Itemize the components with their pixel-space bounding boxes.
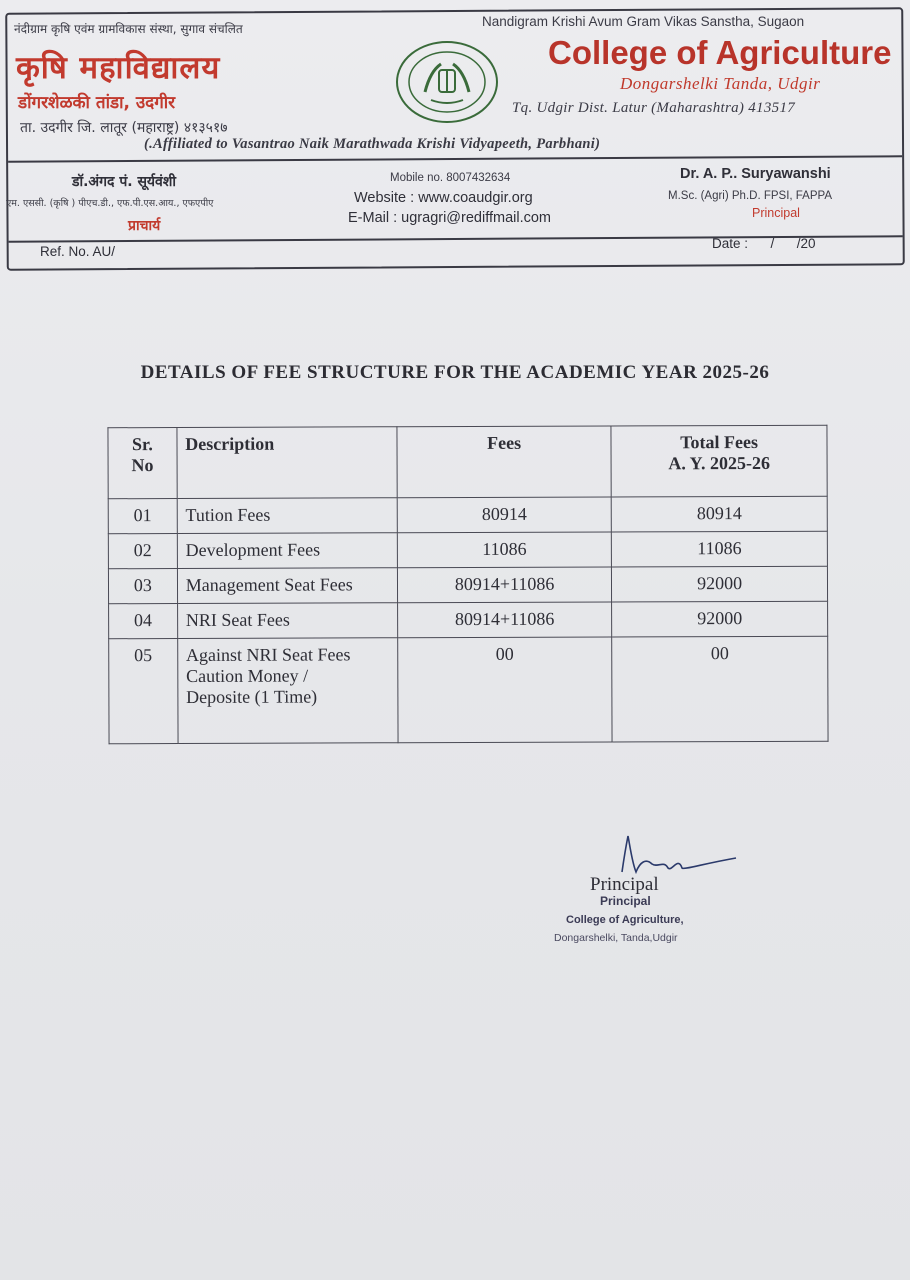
table-row	[108, 496, 827, 534]
row-fees: 11086	[397, 532, 611, 568]
row-description: Tution Fees	[177, 498, 397, 534]
row-sr: 02	[108, 534, 177, 569]
email-link[interactable]: E-Mail : ugragri@rediffmail.com	[348, 210, 552, 226]
principal-marathi-name: डॉ.अंगद पं. सूर्यवंशी	[72, 174, 176, 190]
row-fees: 80914+11086	[398, 602, 612, 638]
stamp-line-2: College of Agriculture,	[566, 914, 684, 926]
row-sr: 01	[108, 499, 177, 534]
marathi-address: ता. उदगीर जि. लातूर (महाराष्ट्र) ४१३५१७	[20, 120, 228, 136]
table-row	[109, 636, 828, 744]
reference-number: Ref. No. AU/	[40, 244, 116, 259]
row-description: NRI Seat Fees	[177, 603, 397, 639]
table-header-row	[108, 425, 827, 499]
signature-typed-principal: Principal	[590, 874, 659, 895]
fee-structure-table	[107, 425, 828, 745]
header-sr-line2: No	[131, 455, 154, 476]
principal-title: Principal	[752, 206, 800, 220]
mobile-number: Mobile no. 8007432634	[390, 172, 511, 184]
principal-marathi-title: प्राचार्य	[128, 218, 161, 234]
row-fees: 00	[398, 637, 613, 743]
row-total: 80914	[611, 496, 827, 532]
principal-quals: M.Sc. (Agri) Ph.D. FPSI, FAPPA	[668, 190, 833, 202]
row-total: 92000	[612, 566, 828, 602]
english-address: Tq. Udgir Dist. Latur (Maharashtra) 413517	[512, 100, 796, 116]
college-seal-logo	[395, 40, 499, 124]
row-description-line: Deposite (1 Time)	[186, 686, 318, 707]
row-description: Development Fees	[177, 533, 397, 569]
english-college-name: College of Agriculture	[548, 34, 892, 71]
row-fees: 80914+11086	[397, 567, 611, 603]
principal-marathi-quals: एम. एससी. (कृषि ) पीएच.डी., एफ.पी.एस.आय., एफएपीए	[6, 198, 214, 209]
page-title: DETAILS OF FEE STRUCTURE FOR THE ACADEMIC YEAR 2025-26	[140, 362, 770, 383]
row-total: 92000	[612, 601, 828, 637]
table-row	[108, 566, 827, 604]
letterhead-divider-1	[8, 155, 902, 162]
marathi-society-line: नंदीग्राम कृषि एवंम ग्रामविकास संस्था, सुगाव संचलित	[14, 22, 243, 36]
header-total-line2: A. Y. 2025-26	[668, 452, 771, 474]
table-row	[109, 601, 828, 639]
website-link[interactable]: Website : www.coaudgir.org	[354, 190, 533, 206]
row-total: 11086	[611, 531, 827, 567]
row-sr: 04	[109, 604, 178, 639]
row-description-line: Against NRI Seat Fees	[185, 644, 351, 665]
marathi-college-name: कृषि महाविद्यालय	[16, 50, 221, 86]
stamp-line-3: Dongarshelki, Tanda,Udgir	[554, 932, 678, 944]
row-description	[177, 638, 398, 744]
row-total: 00	[612, 636, 828, 742]
principal-name: Dr. A. P.. Suryawanshi	[680, 166, 831, 182]
date-field: Date : / /20	[712, 236, 816, 251]
header-sr-no	[108, 428, 177, 499]
header-fees: Fees	[397, 426, 611, 498]
marathi-location: डोंगरशेळकी तांडा, उदगीर	[18, 93, 176, 113]
header-total-line1: Total Fees	[680, 431, 759, 453]
header-description: Description	[177, 427, 397, 499]
row-description-line: Caution Money /	[186, 665, 309, 686]
english-location: Dongarshelki Tanda, Udgir	[620, 74, 821, 93]
row-fees: 80914	[397, 497, 611, 533]
english-society-line: Nandigram Krishi Avum Gram Vikas Sanstha, Sugaon	[482, 14, 805, 29]
header-total-fees	[611, 425, 827, 497]
stamp-line-1: Principal	[600, 894, 651, 908]
row-sr: 05	[109, 639, 178, 744]
row-description: Management Seat Fees	[177, 568, 397, 604]
row-sr: 03	[108, 569, 177, 604]
header-sr-line1: Sr.	[131, 434, 153, 455]
affiliation-line: (.Affiliated to Vasantrao Naik Marathwada Krishi Vidyapeeth, Parbhani)	[144, 136, 601, 152]
table-row	[108, 531, 827, 569]
